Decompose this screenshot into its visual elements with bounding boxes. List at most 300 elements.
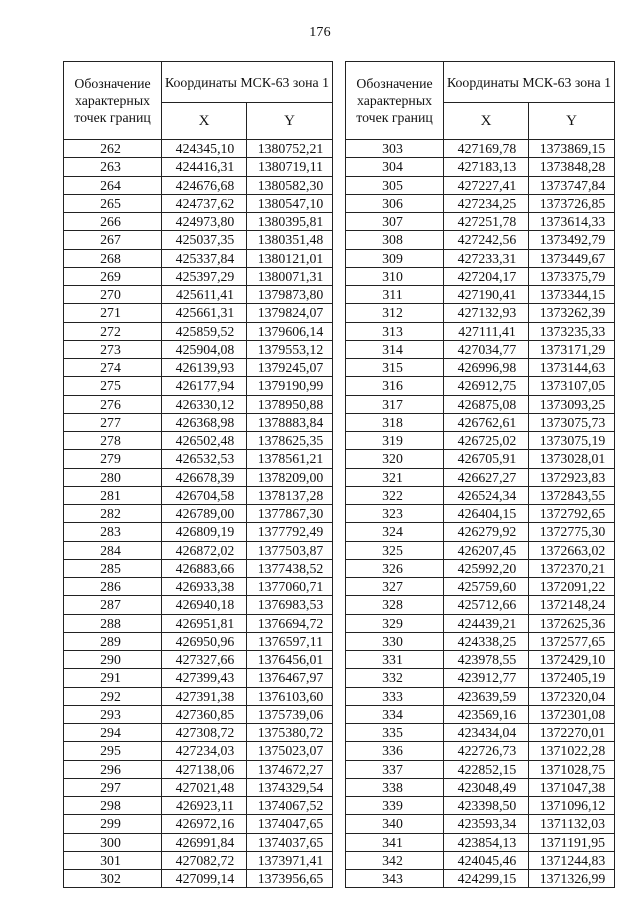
table-row — [64, 851, 333, 869]
point-id-cell: 296 — [64, 760, 162, 778]
point-id-cell: 286 — [64, 578, 162, 596]
table-row — [346, 851, 615, 869]
table-row — [346, 432, 615, 450]
y-coordinate-cell: 1374047,65 — [247, 815, 333, 833]
x-coordinate-cell: 424676,68 — [162, 176, 247, 194]
point-id-cell: 278 — [64, 432, 162, 450]
point-id-cell: 285 — [64, 559, 162, 577]
point-id-cell: 272 — [64, 322, 162, 340]
x-coordinate-cell: 427190,41 — [444, 286, 529, 304]
y-coordinate-cell: 1373235,33 — [529, 322, 615, 340]
y-coordinate-cell: 1373144,63 — [529, 359, 615, 377]
y-coordinate-cell: 1375739,06 — [247, 705, 333, 723]
y-coordinate-cell: 1371191,95 — [529, 833, 615, 851]
x-coordinate-cell: 424416,31 — [162, 158, 247, 176]
y-coordinate-cell: 1379245,07 — [247, 359, 333, 377]
x-coordinate-cell: 423398,50 — [444, 797, 529, 815]
table-row — [346, 359, 615, 377]
y-coordinate-cell: 1379824,07 — [247, 304, 333, 322]
table-row — [64, 687, 333, 705]
point-id-cell: 298 — [64, 797, 162, 815]
y-coordinate-cell: 1377438,52 — [247, 559, 333, 577]
y-coordinate-cell: 1379553,12 — [247, 340, 333, 358]
point-id-cell: 317 — [346, 395, 444, 413]
table-row — [346, 140, 615, 158]
point-designation-header: Обозначение характерных точек границ — [346, 62, 444, 140]
table-row — [64, 213, 333, 231]
table-row — [346, 505, 615, 523]
table-row — [346, 778, 615, 796]
point-id-cell: 315 — [346, 359, 444, 377]
point-id-cell: 341 — [346, 833, 444, 851]
table-body — [64, 140, 333, 888]
y-coordinate-cell: 1372320,04 — [529, 687, 615, 705]
y-coordinate-cell: 1380547,10 — [247, 194, 333, 212]
y-coordinate-cell: 1371022,28 — [529, 742, 615, 760]
x-coordinate-cell: 425661,31 — [162, 304, 247, 322]
point-id-cell: 330 — [346, 632, 444, 650]
table-row — [64, 632, 333, 650]
y-coordinate-cell: 1376467,97 — [247, 669, 333, 687]
x-coordinate-cell: 425904,08 — [162, 340, 247, 358]
x-coordinate-cell: 427132,93 — [444, 304, 529, 322]
y-coordinate-cell: 1372577,65 — [529, 632, 615, 650]
x-coordinate-cell: 423978,55 — [444, 651, 529, 669]
point-id-cell: 316 — [346, 377, 444, 395]
x-coordinate-cell: 426940,18 — [162, 596, 247, 614]
y-coordinate-cell: 1378625,35 — [247, 432, 333, 450]
table-row — [64, 450, 333, 468]
x-coordinate-cell: 426705,91 — [444, 450, 529, 468]
table-row — [346, 760, 615, 778]
point-id-cell: 263 — [64, 158, 162, 176]
x-coordinate-cell: 423912,77 — [444, 669, 529, 687]
x-column-header: X — [444, 103, 529, 140]
x-coordinate-cell: 423569,16 — [444, 705, 529, 723]
point-id-cell: 293 — [64, 705, 162, 723]
point-id-cell: 329 — [346, 614, 444, 632]
x-coordinate-cell: 427111,41 — [444, 322, 529, 340]
x-coordinate-cell: 427233,31 — [444, 249, 529, 267]
y-coordinate-cell: 1372625,36 — [529, 614, 615, 632]
point-id-cell: 279 — [64, 450, 162, 468]
x-coordinate-cell: 425712,66 — [444, 596, 529, 614]
table-row — [346, 669, 615, 687]
y-coordinate-cell: 1373075,19 — [529, 432, 615, 450]
point-id-cell: 283 — [64, 523, 162, 541]
x-coordinate-cell: 426404,15 — [444, 505, 529, 523]
point-id-cell: 337 — [346, 760, 444, 778]
point-id-cell: 292 — [64, 687, 162, 705]
y-coordinate-cell: 1377792,49 — [247, 523, 333, 541]
coordinate-system-header: Координаты МСК-63 зона 1 — [162, 62, 333, 103]
point-id-cell: 275 — [64, 377, 162, 395]
point-id-cell: 305 — [346, 176, 444, 194]
y-coordinate-cell: 1374037,65 — [247, 833, 333, 851]
table-row — [64, 322, 333, 340]
x-coordinate-cell: 426502,48 — [162, 432, 247, 450]
y-coordinate-cell: 1372270,01 — [529, 724, 615, 742]
point-id-cell: 310 — [346, 267, 444, 285]
y-coordinate-cell: 1371244,83 — [529, 851, 615, 869]
x-coordinate-cell: 424045,46 — [444, 851, 529, 869]
point-id-cell: 323 — [346, 505, 444, 523]
point-id-cell: 322 — [346, 486, 444, 504]
table-row — [64, 833, 333, 851]
coordinates-table-right — [345, 61, 615, 888]
table-row — [64, 559, 333, 577]
point-id-cell: 338 — [346, 778, 444, 796]
x-coordinate-cell: 427099,14 — [162, 870, 247, 888]
y-coordinate-cell: 1377060,71 — [247, 578, 333, 596]
table-row — [64, 359, 333, 377]
x-coordinate-cell: 422852,15 — [444, 760, 529, 778]
y-coordinate-cell: 1378883,84 — [247, 413, 333, 431]
x-coordinate-cell: 426524,34 — [444, 486, 529, 504]
x-coordinate-cell: 426532,53 — [162, 450, 247, 468]
table-row — [64, 797, 333, 815]
x-coordinate-cell: 426923,11 — [162, 797, 247, 815]
x-coordinate-cell: 426996,98 — [444, 359, 529, 377]
y-coordinate-cell: 1373262,39 — [529, 304, 615, 322]
point-id-cell: 300 — [64, 833, 162, 851]
y-coordinate-cell: 1371096,12 — [529, 797, 615, 815]
y-coordinate-cell: 1372775,30 — [529, 523, 615, 541]
point-id-cell: 284 — [64, 541, 162, 559]
y-coordinate-cell: 1373747,84 — [529, 176, 615, 194]
y-coordinate-cell: 1372923,83 — [529, 468, 615, 486]
table-row — [346, 632, 615, 650]
point-id-cell: 299 — [64, 815, 162, 833]
point-id-cell: 342 — [346, 851, 444, 869]
y-coordinate-cell: 1380121,01 — [247, 249, 333, 267]
table-row — [346, 377, 615, 395]
table-row — [64, 267, 333, 285]
table-row — [346, 413, 615, 431]
x-coordinate-cell: 425037,35 — [162, 231, 247, 249]
y-coordinate-cell: 1372663,02 — [529, 541, 615, 559]
table-row — [346, 523, 615, 541]
point-id-cell: 331 — [346, 651, 444, 669]
table-row — [64, 286, 333, 304]
y-coordinate-cell: 1373869,15 — [529, 140, 615, 158]
point-id-cell: 328 — [346, 596, 444, 614]
y-coordinate-cell: 1373726,85 — [529, 194, 615, 212]
x-coordinate-cell: 423639,59 — [444, 687, 529, 705]
x-coordinate-cell: 426912,75 — [444, 377, 529, 395]
x-coordinate-cell: 427399,43 — [162, 669, 247, 687]
table-row — [64, 669, 333, 687]
table-row — [346, 322, 615, 340]
y-coordinate-cell: 1378561,21 — [247, 450, 333, 468]
table-row — [64, 614, 333, 632]
y-coordinate-cell: 1373848,28 — [529, 158, 615, 176]
point-id-cell: 264 — [64, 176, 162, 194]
y-coordinate-cell: 1374672,27 — [247, 760, 333, 778]
point-designation-header: Обозначение характерных точек границ — [64, 62, 162, 140]
table-row — [64, 413, 333, 431]
x-coordinate-cell: 426950,96 — [162, 632, 247, 650]
x-coordinate-cell: 423434,04 — [444, 724, 529, 742]
table-row — [64, 778, 333, 796]
x-coordinate-cell: 426883,66 — [162, 559, 247, 577]
point-id-cell: 269 — [64, 267, 162, 285]
y-coordinate-cell: 1373956,65 — [247, 870, 333, 888]
x-coordinate-cell: 426207,45 — [444, 541, 529, 559]
point-id-cell: 291 — [64, 669, 162, 687]
point-id-cell: 306 — [346, 194, 444, 212]
table-row — [64, 505, 333, 523]
point-id-cell: 287 — [64, 596, 162, 614]
point-id-cell: 295 — [64, 742, 162, 760]
point-id-cell: 307 — [346, 213, 444, 231]
table-row — [64, 523, 333, 541]
table-row — [346, 651, 615, 669]
x-coordinate-cell: 425611,41 — [162, 286, 247, 304]
x-coordinate-cell: 427082,72 — [162, 851, 247, 869]
table-row — [346, 724, 615, 742]
table-row — [64, 158, 333, 176]
point-id-cell: 289 — [64, 632, 162, 650]
point-id-cell: 304 — [346, 158, 444, 176]
x-coordinate-cell: 426279,92 — [444, 523, 529, 541]
x-coordinate-cell: 426991,84 — [162, 833, 247, 851]
y-coordinate-cell: 1371132,03 — [529, 815, 615, 833]
x-coordinate-cell: 426627,27 — [444, 468, 529, 486]
y-coordinate-cell: 1371326,99 — [529, 870, 615, 888]
y-coordinate-cell: 1375023,07 — [247, 742, 333, 760]
table-row — [346, 833, 615, 851]
y-coordinate-cell: 1373492,79 — [529, 231, 615, 249]
page-number: 176 — [309, 25, 331, 40]
table-row — [64, 340, 333, 358]
point-id-cell: 325 — [346, 541, 444, 559]
x-coordinate-cell: 426875,08 — [444, 395, 529, 413]
y-coordinate-cell: 1374329,54 — [247, 778, 333, 796]
y-coordinate-cell: 1372148,24 — [529, 596, 615, 614]
point-id-cell: 288 — [64, 614, 162, 632]
y-coordinate-cell: 1373449,67 — [529, 249, 615, 267]
y-coordinate-cell: 1372301,08 — [529, 705, 615, 723]
table-row — [64, 231, 333, 249]
table-row — [64, 432, 333, 450]
y-coordinate-cell: 1380071,31 — [247, 267, 333, 285]
y-coordinate-cell: 1380752,21 — [247, 140, 333, 158]
x-coordinate-cell: 426368,98 — [162, 413, 247, 431]
table-row — [346, 870, 615, 888]
table-row — [64, 578, 333, 596]
x-coordinate-cell: 427034,77 — [444, 340, 529, 358]
x-coordinate-cell: 425759,60 — [444, 578, 529, 596]
point-id-cell: 274 — [64, 359, 162, 377]
y-coordinate-cell: 1372091,22 — [529, 578, 615, 596]
table-row — [64, 377, 333, 395]
table-row — [64, 304, 333, 322]
point-id-cell: 334 — [346, 705, 444, 723]
x-coordinate-cell: 425397,29 — [162, 267, 247, 285]
y-coordinate-cell: 1374067,52 — [247, 797, 333, 815]
x-coordinate-cell: 423048,49 — [444, 778, 529, 796]
x-coordinate-cell: 425859,52 — [162, 322, 247, 340]
y-coordinate-cell: 1376983,53 — [247, 596, 333, 614]
y-coordinate-cell: 1373028,01 — [529, 450, 615, 468]
table-row — [346, 614, 615, 632]
y-coordinate-cell: 1372370,21 — [529, 559, 615, 577]
table-row — [346, 249, 615, 267]
x-coordinate-cell: 424439,21 — [444, 614, 529, 632]
table-row — [64, 468, 333, 486]
y-coordinate-cell: 1372405,19 — [529, 669, 615, 687]
point-id-cell: 301 — [64, 851, 162, 869]
point-id-cell: 308 — [346, 231, 444, 249]
x-coordinate-cell: 427251,78 — [444, 213, 529, 231]
point-id-cell: 343 — [346, 870, 444, 888]
x-coordinate-cell: 427183,13 — [444, 158, 529, 176]
point-id-cell: 332 — [346, 669, 444, 687]
point-id-cell: 336 — [346, 742, 444, 760]
point-id-cell: 280 — [64, 468, 162, 486]
y-coordinate-cell: 1376694,72 — [247, 614, 333, 632]
table-row — [64, 541, 333, 559]
table-row — [346, 578, 615, 596]
table-row — [346, 815, 615, 833]
point-id-cell: 340 — [346, 815, 444, 833]
coordinate-system-header: Координаты МСК-63 зона 1 — [444, 62, 615, 103]
table-row — [346, 213, 615, 231]
y-coordinate-cell: 1373971,41 — [247, 851, 333, 869]
table-row — [64, 870, 333, 888]
point-id-cell: 270 — [64, 286, 162, 304]
table-row — [64, 742, 333, 760]
x-coordinate-cell: 426177,94 — [162, 377, 247, 395]
x-coordinate-cell: 427391,38 — [162, 687, 247, 705]
point-id-cell: 319 — [346, 432, 444, 450]
table-row — [64, 395, 333, 413]
table-row — [346, 687, 615, 705]
point-id-cell: 313 — [346, 322, 444, 340]
x-coordinate-cell: 426762,61 — [444, 413, 529, 431]
y-coordinate-cell: 1380395,81 — [247, 213, 333, 231]
table-row — [346, 286, 615, 304]
x-coordinate-cell: 426678,39 — [162, 468, 247, 486]
x-coordinate-cell: 426789,00 — [162, 505, 247, 523]
y-coordinate-cell: 1379873,80 — [247, 286, 333, 304]
x-coordinate-cell: 427227,41 — [444, 176, 529, 194]
point-id-cell: 271 — [64, 304, 162, 322]
x-coordinate-cell: 424737,62 — [162, 194, 247, 212]
point-id-cell: 262 — [64, 140, 162, 158]
y-coordinate-cell: 1373171,29 — [529, 340, 615, 358]
table-row — [346, 450, 615, 468]
table-row — [346, 176, 615, 194]
x-coordinate-cell: 424973,80 — [162, 213, 247, 231]
y-coordinate-cell: 1375380,72 — [247, 724, 333, 742]
point-id-cell: 333 — [346, 687, 444, 705]
y-coordinate-cell: 1372843,55 — [529, 486, 615, 504]
table-row — [64, 194, 333, 212]
x-coordinate-cell: 426809,19 — [162, 523, 247, 541]
table-row — [346, 194, 615, 212]
table-row — [346, 559, 615, 577]
table-row — [64, 815, 333, 833]
table-row — [346, 486, 615, 504]
x-coordinate-cell: 426330,12 — [162, 395, 247, 413]
point-id-cell: 303 — [346, 140, 444, 158]
x-coordinate-cell: 427234,03 — [162, 742, 247, 760]
table-row — [346, 742, 615, 760]
table-row — [64, 486, 333, 504]
y-coordinate-cell: 1377867,30 — [247, 505, 333, 523]
table-row — [64, 140, 333, 158]
point-id-cell: 326 — [346, 559, 444, 577]
y-coordinate-cell: 1380719,11 — [247, 158, 333, 176]
y-column-header: Y — [247, 103, 333, 140]
x-coordinate-cell: 427360,85 — [162, 705, 247, 723]
y-coordinate-cell: 1377503,87 — [247, 541, 333, 559]
point-id-cell: 281 — [64, 486, 162, 504]
table-row — [64, 705, 333, 723]
x-coordinate-cell: 426725,02 — [444, 432, 529, 450]
point-id-cell: 266 — [64, 213, 162, 231]
table-row — [346, 705, 615, 723]
point-id-cell: 268 — [64, 249, 162, 267]
y-coordinate-cell: 1378137,28 — [247, 486, 333, 504]
y-coordinate-cell: 1378209,00 — [247, 468, 333, 486]
x-column-header: X — [162, 103, 247, 140]
point-id-cell: 321 — [346, 468, 444, 486]
point-id-cell: 282 — [64, 505, 162, 523]
x-coordinate-cell: 426933,38 — [162, 578, 247, 596]
point-id-cell: 312 — [346, 304, 444, 322]
x-coordinate-cell: 422726,73 — [444, 742, 529, 760]
y-coordinate-cell: 1371028,75 — [529, 760, 615, 778]
table-row — [346, 231, 615, 249]
table-row — [346, 340, 615, 358]
x-coordinate-cell: 427204,17 — [444, 267, 529, 285]
x-coordinate-cell: 427138,06 — [162, 760, 247, 778]
x-coordinate-cell: 427169,78 — [444, 140, 529, 158]
point-id-cell: 320 — [346, 450, 444, 468]
x-coordinate-cell: 423854,13 — [444, 833, 529, 851]
x-coordinate-cell: 425337,84 — [162, 249, 247, 267]
y-coordinate-cell: 1378950,88 — [247, 395, 333, 413]
table-row — [64, 249, 333, 267]
y-coordinate-cell: 1373375,79 — [529, 267, 615, 285]
point-id-cell: 309 — [346, 249, 444, 267]
coordinates-table-left — [63, 61, 333, 888]
point-id-cell: 339 — [346, 797, 444, 815]
x-coordinate-cell: 427234,25 — [444, 194, 529, 212]
table-row — [346, 267, 615, 285]
table-row — [346, 797, 615, 815]
point-id-cell: 324 — [346, 523, 444, 541]
y-coordinate-cell: 1372792,65 — [529, 505, 615, 523]
x-coordinate-cell: 426139,93 — [162, 359, 247, 377]
table-row — [64, 176, 333, 194]
x-coordinate-cell: 424345,10 — [162, 140, 247, 158]
table-body — [346, 140, 615, 888]
x-coordinate-cell: 427242,56 — [444, 231, 529, 249]
table-row — [64, 724, 333, 742]
point-id-cell: 335 — [346, 724, 444, 742]
point-id-cell: 302 — [64, 870, 162, 888]
x-coordinate-cell: 427308,72 — [162, 724, 247, 742]
y-coordinate-cell: 1376103,60 — [247, 687, 333, 705]
y-coordinate-cell: 1379190,99 — [247, 377, 333, 395]
x-coordinate-cell: 427021,48 — [162, 778, 247, 796]
x-coordinate-cell: 426704,58 — [162, 486, 247, 504]
y-coordinate-cell: 1373344,15 — [529, 286, 615, 304]
